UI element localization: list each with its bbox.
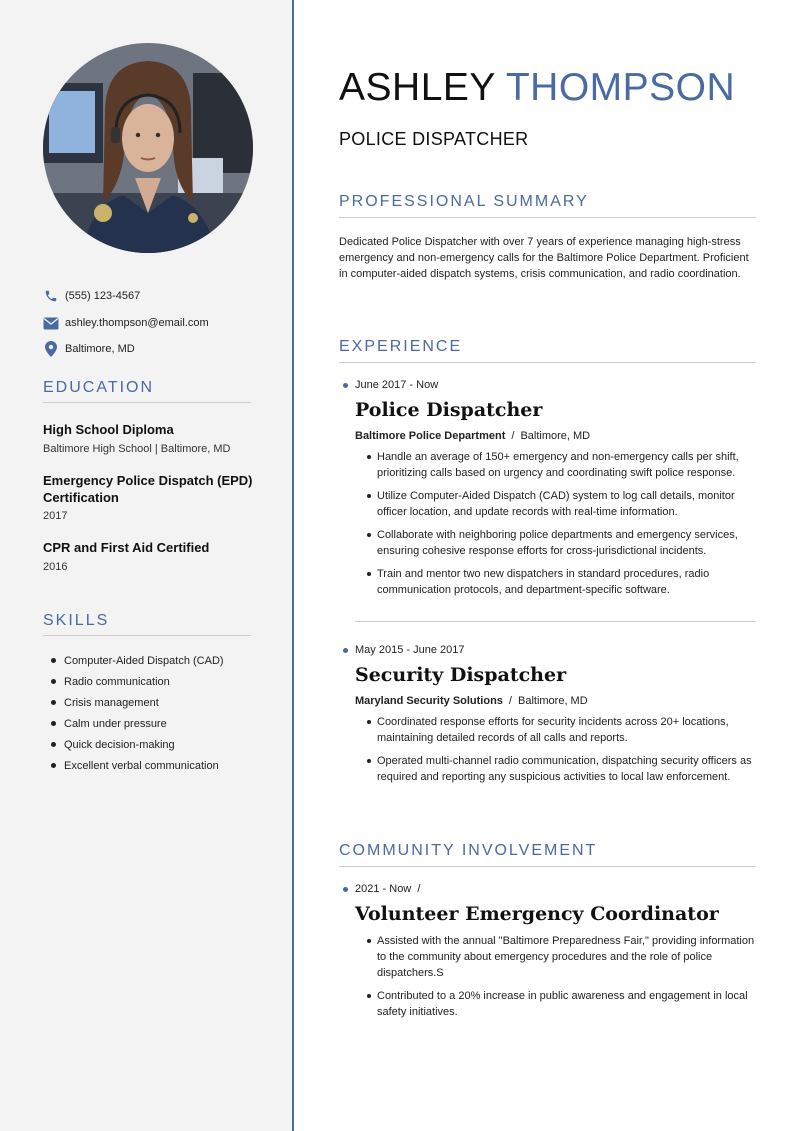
community-bullet: Contributed to a 20% increase in public awareness and engagement in local safety initiatives. <box>367 988 759 1020</box>
company-name: Maryland Security Solutions <box>355 695 503 707</box>
location-pin-icon <box>43 341 59 357</box>
skills-heading: SKILLS <box>43 612 251 636</box>
community-title: Volunteer Emergency Coordinator <box>355 903 719 925</box>
job-dates-text: May 2015 - June 2017 <box>355 644 465 656</box>
job-company: Maryland Security Solutions / Baltimore, MD <box>355 695 588 707</box>
job-role: POLICE DISPATCHER <box>339 129 529 149</box>
job-bullets <box>367 449 759 605</box>
phone-text: (555) 123-4567 <box>65 290 141 302</box>
summary-heading: PROFESSIONAL SUMMARY <box>339 193 756 218</box>
community-dates-text: 2021 - Now / <box>355 883 421 895</box>
job-divider <box>355 621 756 622</box>
job-company: Baltimore Police Department / Baltimore, MD <box>355 430 591 442</box>
job-dates <box>343 644 464 656</box>
first-name: ASHLEY <box>339 66 496 109</box>
education-subtitle: 2017 <box>43 510 68 522</box>
company-location: Baltimore, MD <box>517 695 588 707</box>
job-dates-text: June 2017 - Now <box>355 379 439 391</box>
contact-phone <box>43 288 273 304</box>
summary-text: Dedicated Police Dispatcher with over 7 years of experience managing high-stress emergency and non-emergency calls for the Baltimore Police Department. Proficient in computer-aided dispatch systems, crisis communication, and radio coordination. <box>339 236 749 280</box>
community-heading: COMMUNITY INVOLVEMENT <box>339 842 756 867</box>
skills-list <box>51 654 224 780</box>
skill-item: Computer-Aided Dispatch (CAD) <box>51 654 224 675</box>
company-name: Baltimore Police Department <box>355 430 506 442</box>
company-location: Baltimore, MD <box>520 430 591 442</box>
community-bullets <box>367 933 759 1027</box>
community-dates <box>343 883 420 895</box>
job-bullet: Utilize Computer-Aided Dispatch (CAD) system to log call details, monitor officer location, and update records with real-time information. <box>367 488 759 520</box>
experience-heading: EXPERIENCE <box>339 338 756 363</box>
profile-photo <box>43 43 253 253</box>
contact-location <box>43 341 273 357</box>
skill-item: Excellent verbal communication <box>51 759 224 780</box>
skill-item: Radio communication <box>51 675 224 696</box>
bullet-dot <box>343 648 348 653</box>
education-subtitle: Baltimore High School | Baltimore, MD <box>43 443 231 455</box>
education-title: High School Diploma <box>43 422 174 437</box>
job-title: Security Dispatcher <box>355 664 567 686</box>
job-bullet: Handle an average of 150+ emergency and non-emergency calls per shift, prioritizing calls based on urgency and coordinating swift police response. <box>367 449 759 481</box>
full-name <box>339 66 735 110</box>
bullet-dot <box>343 383 348 388</box>
education-title: CPR and First Aid Certified <box>43 540 210 555</box>
job-bullets <box>367 714 759 792</box>
last-name: THOMPSON <box>505 66 736 109</box>
email-icon <box>43 315 59 331</box>
education-title: Emergency Police Dispatch (EPD) Certification <box>43 473 253 505</box>
job-title: Police Dispatcher <box>355 399 543 421</box>
location-text: Baltimore, MD <box>65 343 135 355</box>
email-text: ashley.thompson@email.com <box>65 317 209 329</box>
skill-item: Quick decision-making <box>51 738 224 759</box>
phone-icon <box>43 288 59 304</box>
skill-item: Calm under pressure <box>51 717 224 738</box>
contact-email <box>43 315 273 331</box>
skill-item: Crisis management <box>51 696 224 717</box>
job-bullet: Operated multi-channel radio communication, dispatching security officers as required and reporting any suspicious activities to local law enforcement. <box>367 753 759 785</box>
job-bullet: Coordinated response efforts for security incidents across 20+ locations, maintaining detailed records of all calls and reports. <box>367 714 759 746</box>
job-dates <box>343 379 438 391</box>
education-heading: EDUCATION <box>43 379 251 403</box>
job-bullet: Collaborate with neighboring police departments and emergency services, ensuring cohesive response efforts for cross-jurisdictional incidents. <box>367 527 759 559</box>
bullet-dot <box>343 887 348 892</box>
education-subtitle: 2016 <box>43 561 68 573</box>
community-bullet: Assisted with the annual "Baltimore Preparedness Fair," providing information to the community about emergency procedures and the role of police dispatchers.S <box>367 933 759 981</box>
job-bullet: Train and mentor two new dispatchers in standard procedures, radio communication protocols, and department-specific software. <box>367 566 759 598</box>
